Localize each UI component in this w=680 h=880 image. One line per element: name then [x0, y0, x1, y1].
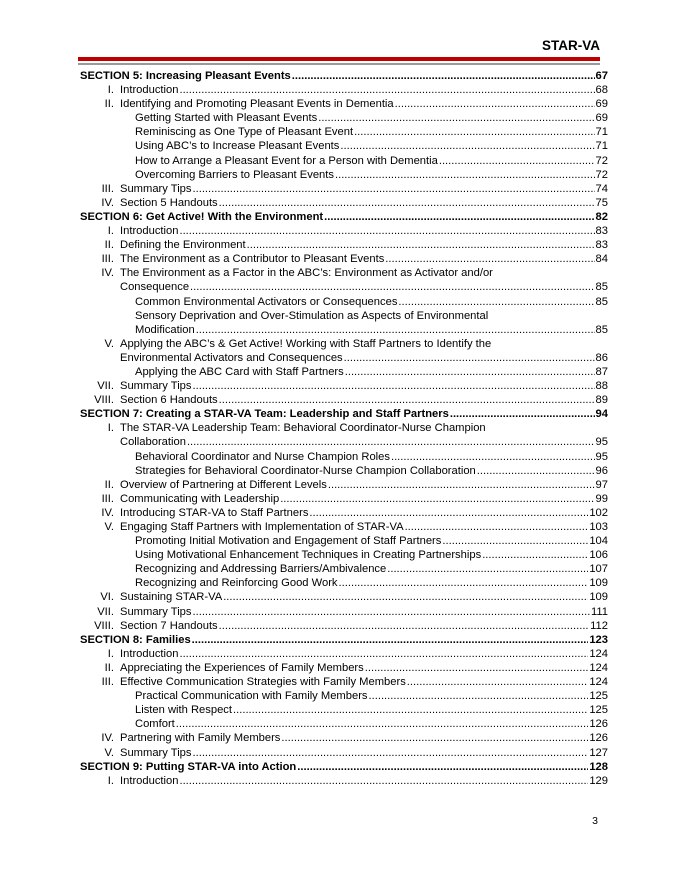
dot-leader — [223, 590, 588, 604]
toc-entry-line — [120, 83, 608, 97]
toc-entry-row — [80, 168, 608, 182]
toc-entry-title: Strategies for Behavioral Coordinator-Nurse Champion Collaboration — [135, 464, 476, 477]
toc-entry-row — [80, 379, 608, 393]
toc-entry-line — [80, 69, 608, 83]
dot-leader — [292, 69, 595, 83]
toc-entry-title: Summary Tips — [120, 182, 192, 195]
toc-entry-title: Collaboration — [120, 436, 186, 449]
toc-entry-line — [120, 224, 608, 238]
dot-leader — [335, 168, 595, 182]
toc-entry-line — [120, 590, 608, 604]
dot-leader — [193, 605, 590, 619]
toc-entry-row — [80, 647, 608, 661]
toc-entry-title: Overview of Partnering at Different Levels — [120, 478, 327, 491]
toc-entry-line — [120, 379, 608, 393]
toc-entry-line — [135, 717, 608, 731]
toc-entry-row — [80, 506, 608, 520]
toc-entry-row — [80, 252, 608, 266]
toc-entry-row — [80, 224, 608, 238]
toc-entry-numeral: III. — [101, 676, 114, 689]
toc-entry-line — [120, 252, 608, 266]
toc-entry-row — [80, 576, 608, 590]
toc-entry-title: How to Arrange a Pleasant Event for a Person with Dementia — [135, 154, 438, 167]
toc-entry-numeral: I. — [107, 84, 114, 97]
dot-leader — [395, 97, 595, 111]
toc-entry-row — [80, 266, 608, 280]
toc-page-number: 95 — [595, 436, 608, 449]
toc-entry-line — [120, 731, 608, 745]
dot-leader — [297, 760, 588, 774]
toc-entry-numeral: V. — [104, 521, 114, 533]
toc-page-number: 88 — [595, 380, 608, 393]
toc-entry-row — [80, 323, 608, 337]
toc-entry-line — [120, 196, 608, 210]
toc-entry-numeral: IV. — [101, 267, 114, 280]
header-rule-gray — [78, 63, 600, 65]
toc-entry-line — [120, 492, 608, 506]
toc-entry-title: Behavioral Coordinator and Nurse Champion Roles — [135, 450, 390, 463]
toc-entry-line — [120, 647, 608, 661]
toc-entry-numeral: IV. — [101, 732, 114, 745]
dot-leader — [247, 238, 595, 252]
toc-entry-line — [120, 478, 608, 492]
toc-page-number: 87 — [595, 365, 608, 378]
toc-section-row — [80, 760, 608, 774]
toc-page-number: 109 — [589, 577, 608, 590]
toc-page-number: 68 — [595, 84, 608, 97]
toc-entry-title: Section 6 Handouts — [120, 394, 218, 407]
toc-entry-line — [135, 154, 608, 168]
toc-entry-row — [80, 280, 608, 294]
dot-leader — [450, 407, 595, 421]
toc-entry-line — [135, 562, 608, 576]
toc-page-number: 69 — [595, 112, 608, 125]
toc-entry-numeral: IV. — [101, 506, 114, 519]
dot-leader — [196, 323, 595, 337]
toc-entry-title: Using Motivational Enhancement Techniques in Creating Partnerships — [135, 549, 482, 562]
toc-page-number: 107 — [589, 563, 608, 576]
toc-page-number: 124 — [589, 647, 608, 660]
toc-page-number: 97 — [595, 478, 608, 491]
toc-entry-numeral: V. — [104, 337, 114, 350]
toc-entry-title: Listen with Respect — [135, 704, 233, 717]
toc-section-row — [80, 407, 608, 421]
toc-entry-row — [80, 125, 608, 139]
toc-entry-row — [80, 97, 608, 111]
table-of-contents — [80, 69, 608, 788]
toc-entry-numeral: II. — [104, 239, 114, 252]
toc-entry-title: Using ABC’s to Increase Pleasant Events — [135, 140, 340, 153]
dot-leader — [179, 224, 594, 238]
toc-page-number: 126 — [589, 732, 608, 745]
toc-page-number: 102 — [589, 506, 608, 519]
toc-entry-row — [80, 435, 608, 449]
toc-page-number: 127 — [589, 746, 608, 759]
toc-entry-title: SECTION 8: Families — [80, 633, 191, 646]
toc-entry-title: Summary Tips — [120, 605, 192, 618]
toc-page-number: 72 — [595, 168, 608, 181]
toc-page-number: 71 — [595, 140, 608, 153]
toc-entry-title: Introduction — [120, 84, 179, 97]
toc-entry-row — [80, 111, 608, 125]
toc-entry-line — [120, 605, 608, 619]
toc-page-number: 106 — [589, 549, 608, 562]
toc-page-number: 129 — [589, 774, 608, 787]
toc-entry-line — [135, 295, 608, 309]
dot-leader — [324, 210, 594, 224]
toc-entry-line — [135, 548, 608, 562]
dot-leader — [387, 562, 588, 576]
toc-entry-title: Reminiscing as One Type of Pleasant Event — [135, 126, 354, 139]
toc-entry-line — [135, 576, 608, 590]
toc-entry-row — [80, 196, 608, 210]
toc-entry-title: Engaging Staff Partners with Implementation of STAR-VA — [120, 521, 404, 533]
toc-entry-line — [120, 97, 608, 111]
toc-page-number: 94 — [595, 408, 608, 421]
dot-leader — [391, 450, 595, 464]
toc-page-number: 71 — [595, 126, 608, 139]
dot-leader — [179, 83, 594, 97]
toc-entry-title: Introduction — [120, 225, 179, 238]
toc-entry-line — [135, 323, 608, 337]
toc-page-number: 83 — [595, 225, 608, 238]
dot-leader — [318, 111, 594, 125]
toc-entry-line — [135, 365, 608, 379]
page-number: 3 — [592, 815, 598, 827]
toc-entry-line — [120, 280, 608, 294]
dot-leader — [407, 675, 589, 689]
toc-entry-line — [135, 125, 608, 139]
toc-entry-title: Getting Started with Pleasant Events — [135, 112, 318, 125]
toc-page-number: 85 — [595, 295, 608, 308]
toc-entry-row — [80, 83, 608, 97]
toc-entry-row — [80, 548, 608, 562]
toc-entry-row — [80, 675, 608, 689]
toc-entry-title: Recognizing and Addressing Barriers/Ambivalence — [135, 563, 387, 576]
toc-entry-line — [120, 675, 608, 689]
toc-entry-line — [120, 351, 608, 365]
toc-entry-line — [135, 464, 608, 478]
toc-page-number: 95 — [595, 450, 608, 463]
toc-entry-line — [120, 520, 608, 534]
toc-entry-title: Comfort — [135, 718, 175, 731]
toc-entry-line — [135, 168, 608, 182]
toc-page-number: 99 — [595, 492, 608, 505]
toc-entry-row — [80, 492, 608, 506]
toc-entry-numeral: VI. — [100, 591, 114, 604]
toc-entry-row — [80, 731, 608, 745]
dot-leader — [398, 295, 594, 309]
toc-entry-row — [80, 562, 608, 576]
dot-leader — [193, 182, 595, 196]
dot-leader — [280, 492, 594, 506]
toc-entry-title: Communicating with Leadership — [120, 492, 280, 505]
toc-entry-title: Introducing STAR-VA to Staff Partners — [120, 506, 309, 519]
toc-entry-line — [120, 774, 608, 788]
toc-entry-title: Consequence — [120, 281, 190, 294]
toc-page-number: 125 — [589, 690, 608, 703]
toc-page-number: 112 — [590, 619, 608, 632]
toc-entry-title: Summary Tips — [120, 746, 192, 759]
toc-entry-row — [80, 717, 608, 731]
toc-entry-numeral: II. — [104, 98, 114, 111]
toc-entry-row — [80, 351, 608, 365]
dot-leader — [439, 154, 595, 168]
dot-leader — [339, 576, 589, 590]
toc-entry-numeral: I. — [107, 422, 114, 435]
toc-entry-row — [80, 478, 608, 492]
toc-entry-line — [120, 238, 608, 252]
toc-entry-line — [80, 407, 608, 421]
toc-entry-title: The STAR-VA Leadership Team: Behavioral Coordinator-Nurse Champion — [120, 422, 486, 435]
toc-entry-row — [80, 464, 608, 478]
toc-page-number: 125 — [589, 704, 608, 717]
toc-entry-title: The Environment as a Contributor to Pleasant Events — [120, 253, 385, 266]
toc-section-row — [80, 69, 608, 83]
toc-section-row — [80, 633, 608, 647]
dot-leader — [192, 633, 589, 647]
dot-leader — [442, 534, 588, 548]
toc-entry-numeral: VIII. — [94, 619, 114, 632]
toc-entry-numeral: V. — [104, 746, 114, 759]
toc-entry-numeral: II. — [104, 478, 114, 491]
toc-entry-line — [80, 633, 608, 647]
toc-entry-line — [135, 703, 608, 717]
toc-entry-numeral: I. — [107, 774, 114, 787]
toc-entry-title: Partnering with Family Members — [120, 732, 281, 745]
toc-entry-title: SECTION 9: Putting STAR-VA into Action — [80, 760, 297, 773]
toc-entry-row — [80, 619, 608, 633]
toc-page-number: 83 — [595, 239, 608, 252]
dot-leader — [482, 548, 588, 562]
toc-entry-line — [120, 393, 608, 407]
toc-entry-row — [80, 534, 608, 548]
toc-entry-row — [80, 365, 608, 379]
toc-page-number: 89 — [595, 394, 608, 407]
toc-entry-numeral: I. — [107, 647, 114, 660]
toc-page-number: 128 — [589, 760, 608, 773]
toc-page-number: 84 — [595, 253, 608, 266]
toc-page-number: 126 — [589, 718, 608, 731]
toc-entry-title: Defining the Environment — [120, 239, 246, 252]
toc-entry-line — [135, 111, 608, 125]
toc-entry-title: Promoting Initial Motivation and Engagement of Staff Partners — [135, 535, 442, 548]
toc-entry-line — [120, 182, 608, 196]
toc-entry-line — [120, 746, 608, 760]
dot-leader — [219, 393, 595, 407]
toc-entry-title: Section 5 Handouts — [120, 196, 218, 209]
toc-entry-row — [80, 450, 608, 464]
toc-entry-line — [135, 534, 608, 548]
toc-entry-title: Introduction — [120, 774, 179, 787]
dot-leader — [219, 619, 590, 633]
toc-entry-title: Section 7 Handouts — [120, 619, 218, 632]
toc-entry-title: Sustaining STAR-VA — [120, 591, 223, 604]
toc-entry-row — [80, 520, 608, 534]
toc-entry-title: Effective Communication Strategies with Family Members — [120, 676, 406, 689]
toc-page-number: 103 — [589, 521, 608, 533]
toc-entry-row — [80, 182, 608, 196]
toc-entry-numeral: I. — [107, 225, 114, 238]
dot-leader — [233, 703, 588, 717]
toc-entry-line — [120, 619, 608, 633]
dot-leader — [179, 774, 588, 788]
toc-entry-title: Identifying and Promoting Pleasant Events in Dementia — [120, 98, 394, 111]
toc-entry-row — [80, 393, 608, 407]
toc-entry-title: Appreciating the Experiences of Family Members — [120, 661, 364, 674]
toc-entry-title: Overcoming Barriers to Pleasant Events — [135, 168, 334, 181]
toc-entry-row — [80, 309, 608, 323]
dot-leader — [179, 647, 588, 661]
toc-entry-row — [80, 661, 608, 675]
toc-entry-row — [80, 337, 608, 351]
toc-entry-title: Introduction — [120, 647, 179, 660]
toc-entry-numeral: VII. — [97, 380, 114, 393]
dot-leader — [176, 717, 589, 731]
toc-page-number: 124 — [589, 661, 608, 674]
toc-page-number: 86 — [595, 351, 608, 364]
toc-entry-row — [80, 605, 608, 619]
toc-page-number: 67 — [595, 70, 608, 82]
toc-entry-title: Recognizing and Reinforcing Good Work — [135, 577, 338, 590]
toc-page-number: 69 — [595, 98, 608, 111]
toc-entry-line — [120, 435, 608, 449]
dot-leader — [385, 252, 594, 266]
toc-page-number: 72 — [595, 154, 608, 167]
toc-entry-numeral: III. — [101, 182, 114, 195]
toc-entry-row — [80, 139, 608, 153]
dot-leader — [193, 746, 589, 760]
dot-leader — [405, 520, 589, 534]
toc-entry-title: Applying the ABC Card with Staff Partners — [135, 365, 344, 378]
dot-leader — [477, 464, 595, 478]
toc-page-number: 82 — [595, 210, 608, 223]
toc-page-number: 74 — [595, 182, 608, 195]
toc-page-number: 85 — [595, 281, 608, 294]
dot-leader — [369, 689, 589, 703]
toc-entry-row — [80, 774, 608, 788]
dot-leader — [193, 379, 595, 393]
toc-entry-line — [135, 450, 608, 464]
toc-page-number: 75 — [595, 196, 608, 209]
running-header-title: STAR-VA — [542, 38, 600, 53]
dot-leader — [344, 351, 595, 365]
toc-page-number: 104 — [589, 535, 608, 548]
toc-entry-line — [135, 689, 608, 703]
toc-page-number: 124 — [589, 676, 608, 689]
toc-entry-numeral: III. — [101, 253, 114, 266]
toc-page-number: 85 — [595, 323, 608, 336]
toc-entry-numeral: II. — [104, 661, 114, 674]
toc-entry-line — [120, 661, 608, 675]
toc-entry-title: The Environment as a Factor in the ABC’s: Environment as Activator and/or — [120, 267, 493, 280]
toc-entry-title: SECTION 5: Increasing Pleasant Events — [80, 70, 291, 82]
toc-entry-row — [80, 703, 608, 717]
toc-entry-row — [80, 590, 608, 604]
dot-leader — [340, 139, 594, 153]
toc-entry-title: Modification — [135, 323, 195, 336]
toc-entry-title: Practical Communication with Family Members — [135, 690, 368, 703]
dot-leader — [354, 125, 594, 139]
dot-leader — [345, 365, 595, 379]
dot-leader — [309, 506, 588, 520]
header-rule-red — [78, 57, 600, 61]
dot-leader — [281, 731, 588, 745]
toc-entry-title: SECTION 7: Creating a STAR-VA Team: Leadership and Staff Partners — [80, 408, 449, 421]
toc-entry-title: Environmental Activators and Consequences — [120, 351, 343, 364]
toc-section-row — [80, 210, 608, 224]
toc-entry-line — [80, 210, 608, 224]
toc-entry-title: SECTION 6: Get Active! With the Environment — [80, 210, 324, 223]
toc-entry-title: Sensory Deprivation and Over-Stimulation as Aspects of Environmental — [135, 309, 489, 322]
dot-leader — [328, 478, 595, 492]
toc-entry-row — [80, 689, 608, 703]
dot-leader — [187, 435, 595, 449]
toc-page-number: 109 — [589, 591, 608, 604]
toc-entry-row — [80, 295, 608, 309]
toc-entry-numeral: III. — [101, 492, 114, 505]
toc-entry-numeral: IV. — [101, 196, 114, 209]
toc-entry-row — [80, 746, 608, 760]
toc-entry-row — [80, 421, 608, 435]
toc-entry-line — [120, 506, 608, 520]
toc-page-number: 96 — [595, 464, 608, 477]
toc-entry-row — [80, 154, 608, 168]
dot-leader — [190, 280, 595, 294]
toc-page-number: 123 — [589, 633, 608, 646]
toc-entry-title: Summary Tips — [120, 380, 192, 393]
toc-page-number: 111 — [590, 605, 608, 618]
toc-entry-line — [135, 139, 608, 153]
toc-entry-title: Common Environmental Activators or Consequences — [135, 295, 398, 308]
toc-entry-line — [80, 760, 608, 774]
toc-entry-row — [80, 238, 608, 252]
toc-entry-title: Applying the ABC’s & Get Active! Working with Staff Partners to Identify the — [120, 337, 492, 350]
dot-leader — [365, 661, 589, 675]
dot-leader — [219, 196, 595, 210]
toc-entry-numeral: VIII. — [94, 394, 114, 407]
toc-entry-numeral: VII. — [97, 605, 114, 618]
